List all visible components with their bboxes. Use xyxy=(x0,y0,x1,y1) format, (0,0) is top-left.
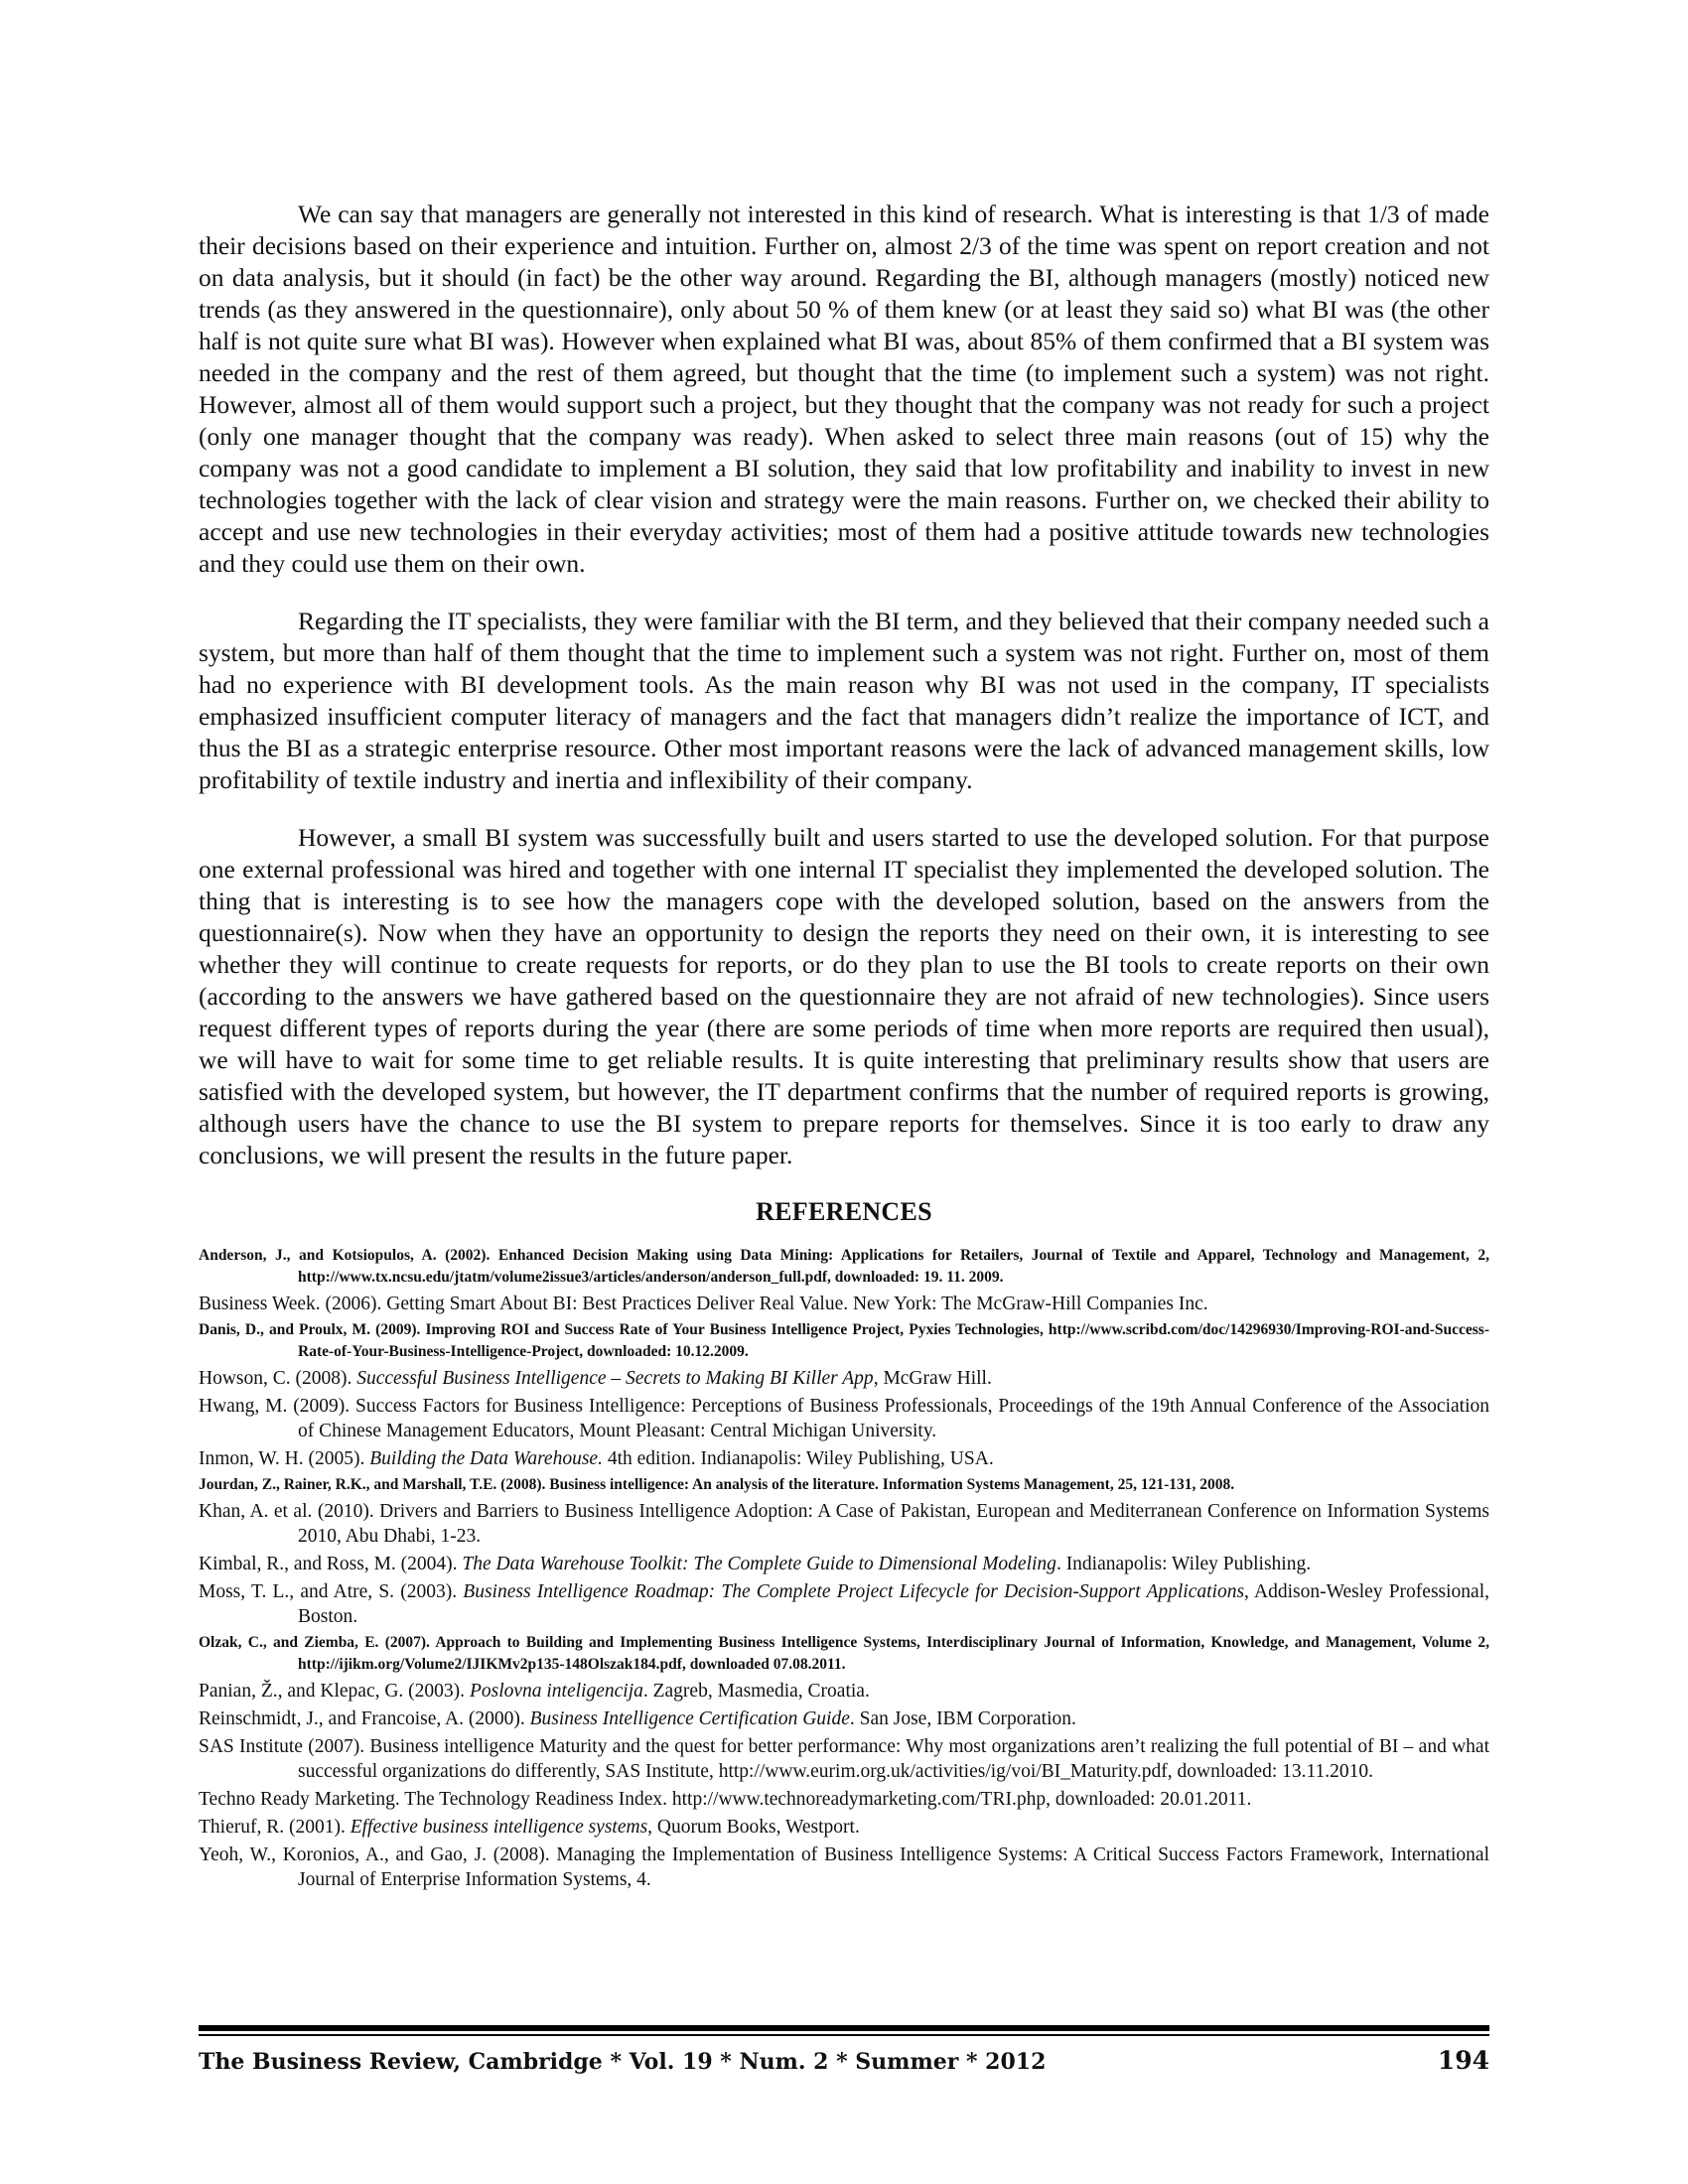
ref-text: Anderson, J., and Kotsiopulos, A. (2002). Enhanced Decision Making using Data Mining: Applications for Retailers, Journal of Textile and Apparel, Technology and Management, 2, http://www.tx.ncsu.edu/jtatm/volume2issue3/articles/anderson/anderson_full.pdf, downloaded: 19. 11. 2009. xyxy=(199,1247,1489,1286)
reference-item xyxy=(199,1552,1489,1576)
reference-item xyxy=(199,1319,1489,1363)
ref-text: Olzak, C., and Ziemba, E. (2007). Approach to Building and Implementing Business Intelligence Systems, Interdisciplinary Journal of Information, Knowledge, and Management, Volume 2, http://ijikm.org/Volume2/IJIKMv2p135-148Olszak184.pdf, downloaded 07.08.2011. xyxy=(199,1634,1489,1673)
journal-info: The Business Review, Cambridge * Vol. 19 * Num. 2 * Summer * 2012 xyxy=(199,2049,1047,2075)
ref-title: Effective business intelligence systems xyxy=(350,1817,648,1838)
footer-rule-thin xyxy=(199,2034,1489,2036)
ref-text-after: . Indianapolis: Wiley Publishing. xyxy=(1055,1554,1312,1574)
reference-item xyxy=(199,1366,1489,1391)
ref-text: Thieruf, R. (2001). xyxy=(199,1817,351,1838)
footer-rule-thick xyxy=(199,2025,1489,2031)
ref-text: Kimbal, R., and Ross, M. (2004). xyxy=(199,1554,463,1574)
ref-text-after: , Addison-Wesley Professional, Boston. xyxy=(298,1581,1489,1627)
reference-item xyxy=(199,1632,1489,1676)
page-content xyxy=(199,199,1489,1895)
ref-title: Poslovna inteligencija xyxy=(469,1681,643,1702)
references-list xyxy=(199,1245,1489,1892)
reference-item xyxy=(199,1706,1489,1731)
ref-title: Business Intelligence Roadmap: The Complete Project Lifecycle for Decision-Support Applications xyxy=(463,1581,1245,1602)
page-footer xyxy=(199,2025,1489,2075)
ref-text: Panian, Ž., and Klepac, G. (2003). xyxy=(199,1681,470,1702)
ref-text: Techno Ready Marketing. The Technology Readiness Index. http://www.technoreadymarketing.com/TRI.php, downloaded: 20.01.2011. xyxy=(199,1789,1252,1810)
references-heading: REFERENCES xyxy=(756,1197,932,1226)
reference-item xyxy=(199,1843,1489,1892)
reference-item xyxy=(199,1446,1489,1471)
ref-text: SAS Institute (2007). Business intelligence Maturity and the quest for better performance: Why most organizations aren’t realizing the full potential of BI – and what successful organizations do differently, SAS Institute, http://www.eurim.org.uk/activities/ig/voi/BI_Maturity.pdf, downloaded: 13.11.2010. xyxy=(199,1736,1489,1782)
footer-row xyxy=(199,2046,1489,2075)
ref-text-after: , McGraw Hill. xyxy=(873,1368,992,1389)
ref-text-after: . Zagreb, Masmedia, Croatia. xyxy=(642,1681,870,1702)
ref-text-after: 4th edition. Indianapolis: Wiley Publishing, USA. xyxy=(602,1448,994,1469)
ref-text-after: , Quorum Books, Westport. xyxy=(647,1817,860,1838)
reference-item xyxy=(199,1499,1489,1549)
ref-text: Inmon, W. H. (2005). xyxy=(199,1448,370,1469)
body-paragraph-3: However, a small BI system was successfully built and users started to use the developed solution. For that purpose one external professional was hired and together with one internal IT specialist they implemented the developed solution. The thing that is interesting is to see how the managers cope with the developed solution, based on the answers from the questionnaire(s). Now when they have an opportunity to design the reports they need on their own, it is interesting to see whether they will continue to create requests for reports, or do they plan to use the BI tools to create reports on their own (according to the answers we have gathered based on the questionnaire they are not afraid of new technologies). Since users request different types of reports during the year (there are some periods of time when more reports are required then usual), we will have to wait for some time to get reliable results. It is quite interesting that preliminary results show that users are satisfied with the developed system, but however, the IT department confirms that the number of required reports is growing, although users have the chance to use the BI system to prepare reports for themselves. Since it is too early to draw any conclusions, we will present the results in the future paper. xyxy=(199,823,1489,1169)
body-paragraph-2: Regarding the IT specialists, they were familiar with the BI term, and they believed that their company needed such a system, but more than half of them thought that the time to implement such a system was not right. Further on, most of them had no experience with BI development tools. As the main reason why BI was not used in the company, IT specialists emphasized insufficient computer literacy of managers and the fact that managers didn’t realize the importance of ICT, and thus the BI as a strategic enterprise resource. Other most important reasons were the lack of advanced management skills, low profitability of textile industry and inertia and inflexibility of their company. xyxy=(199,607,1489,794)
ref-text: Hwang, M. (2009). Success Factors for Business Intelligence: Perceptions of Business Professionals, Proceedings of the 19th Annual Conference of the Association of Chinese Management Educators, Mount Pleasant: Central Michigan University. xyxy=(199,1396,1489,1441)
reference-item xyxy=(199,1815,1489,1840)
ref-text: Reinschmidt, J., and Francoise, A. (2000). xyxy=(199,1708,530,1729)
reference-item xyxy=(199,1474,1489,1496)
ref-text: Moss, T. L., and Atre, S. (2003). xyxy=(199,1581,464,1602)
ref-text: Danis, D., and Proulx, M. (2009). Improving ROI and Success Rate of Your Business Intelligence Project, Pyxies Technologies, http://www.scribd.com/doc/14296930/Improving-ROI-and-Success-Rate-of-Your-Business-Intelligence-Project, downloaded: 10.12.2009. xyxy=(199,1321,1489,1360)
reference-item xyxy=(199,1394,1489,1443)
reference-item xyxy=(199,1579,1489,1629)
body-paragraph-1: We can say that managers are generally not interested in this kind of research. What is interesting is that 1/3 of made their decisions based on their experience and intuition. Further on, almost 2/3 of the time was spent on report creation and not on data analysis, but it should (in fact) be the other way around. Regarding the BI, although managers (mostly) noticed new trends (as they answered in the questionnaire), only about 50 % of them knew (or at least they said so) what BI was (the other half is not quite sure what BI was). However when explained what BI was, about 85% of them confirmed that a BI system was needed in the company and the rest of them agreed, but thought that the time (to implement such a system) was not right. However, almost all of them would support such a project, but they thought that the company was not ready for such a project (only one manager thought that the company was ready). When asked to select three main reasons (out of 15) why the company was not a good candidate to implement a BI solution, they said that low profitability and inability to invest in new technologies together with the lack of clear vision and strategy were the main reasons. Further on, we checked their ability to accept and use new technologies in their everyday activities; most of them had a positive attitude towards new technologies and they could use them on their own. xyxy=(199,200,1489,578)
ref-text: Business Week. (2006). Getting Smart About BI: Best Practices Deliver Real Value. New York: The McGraw-Hill Companies Inc. xyxy=(199,1294,1208,1314)
ref-text: Howson, C. (2008). xyxy=(199,1368,357,1389)
reference-item xyxy=(199,1787,1489,1812)
ref-text: Jourdan, Z., Rainer, R.K., and Marshall, T.E. (2008). Business intelligence: An analysis of the literature. Information Systems Management, 25, 121-131, 2008. xyxy=(199,1476,1235,1493)
ref-text: Yeoh, W., Koronios, A., and Gao, J. (2008). Managing the Implementation of Business Intelligence Systems: A Critical Success Factors Framework, International Journal of Enterprise Information Systems, 4. xyxy=(199,1844,1489,1890)
reference-item xyxy=(199,1292,1489,1316)
ref-title: The Data Warehouse Toolkit: The Complete Guide to Dimensional Modeling xyxy=(462,1554,1056,1574)
reference-item xyxy=(199,1245,1489,1289)
reference-item xyxy=(199,1734,1489,1784)
ref-title: Successful Business Intelligence – Secrets to Making BI Killer App xyxy=(356,1368,874,1389)
ref-text: Khan, A. et al. (2010). Drivers and Barriers to Business Intelligence Adoption: A Case of Pakistan, European and Mediterranean Conference on Information Systems 2010, Abu Dhabi, 1-23. xyxy=(199,1501,1489,1547)
page-number: 194 xyxy=(1437,2046,1489,2075)
ref-text-after: . San Jose, IBM Corporation. xyxy=(849,1708,1076,1729)
reference-item xyxy=(199,1679,1489,1704)
ref-title: Building the Data Warehouse. xyxy=(369,1448,603,1469)
ref-title: Business Intelligence Certification Guide xyxy=(529,1708,850,1729)
